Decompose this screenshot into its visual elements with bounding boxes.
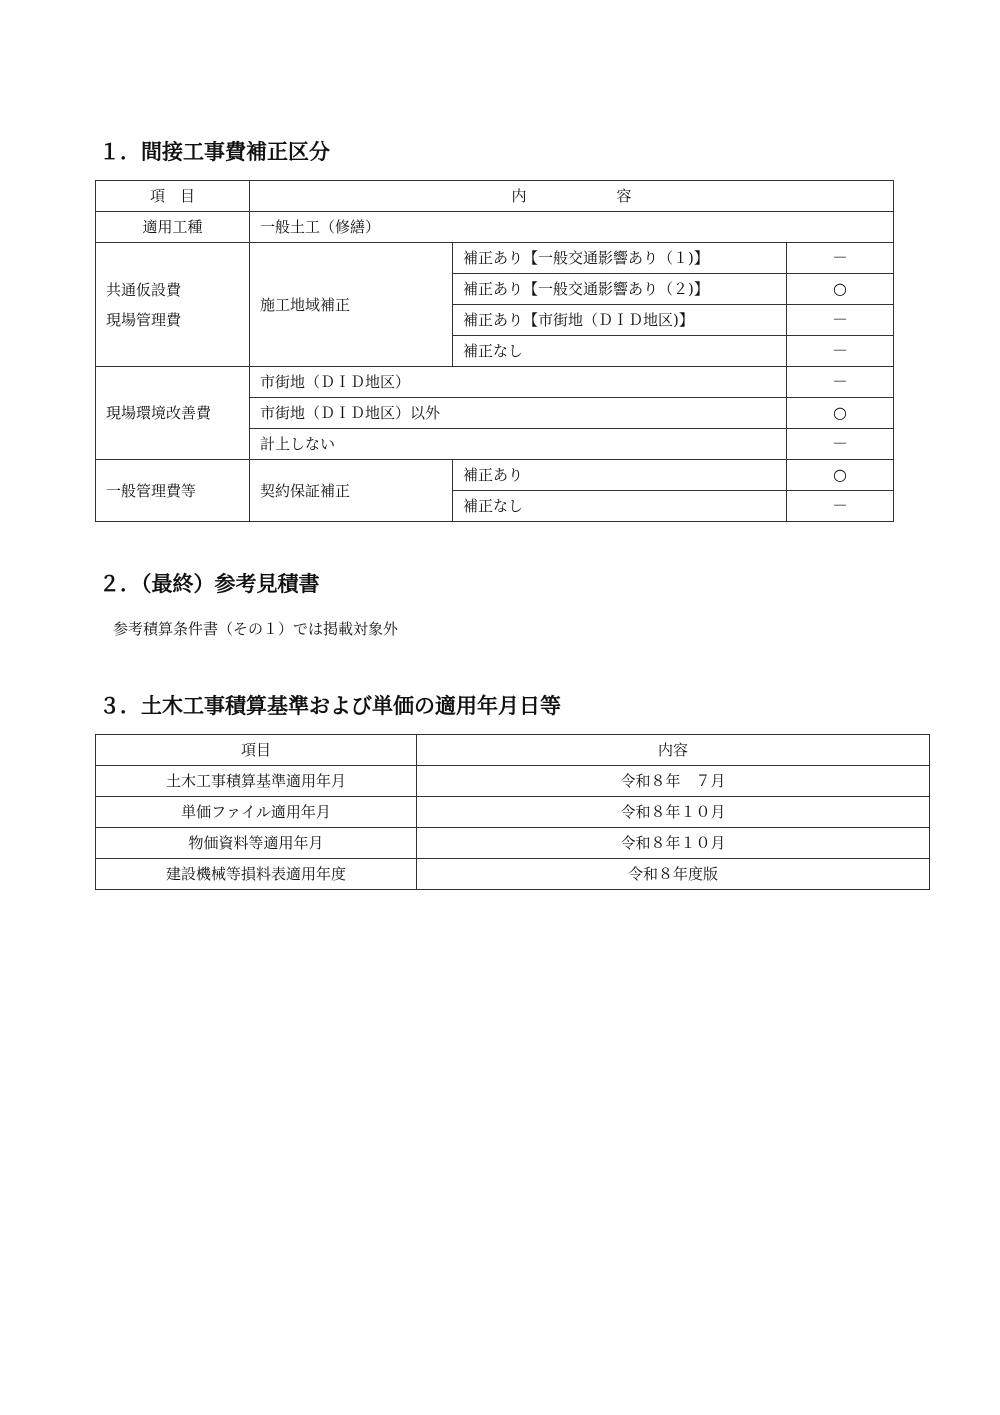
table-header-row xyxy=(96,735,930,766)
row-item: 建設機械等損料表適用年度 xyxy=(96,859,417,890)
section3-heading: ３．土木工事積算基準および単価の適用年月日等 xyxy=(99,694,561,718)
common-label-line1: 共通仮設費 xyxy=(106,280,182,299)
option-mark: － xyxy=(787,367,894,398)
table-row xyxy=(96,797,930,828)
table-row xyxy=(96,828,930,859)
option-mark: － xyxy=(787,243,894,274)
option-mark: ○ xyxy=(787,460,894,491)
option-text: 市街地（ＤＩＤ地区）以外 xyxy=(250,398,787,429)
header-content: 内容 xyxy=(417,735,930,766)
region-correction-label: 施工地域補正 xyxy=(250,243,453,367)
section1-heading: １．間接工事費補正区分 xyxy=(99,140,330,164)
row-item: 物価資料等適用年月 xyxy=(96,828,417,859)
row-content: 令和８年 ７月 xyxy=(417,766,930,797)
apply-value: 一般土工（修繕） xyxy=(250,212,894,243)
table-row xyxy=(96,243,894,274)
option-mark: － xyxy=(787,305,894,336)
row-item: 単価ファイル適用年月 xyxy=(96,797,417,828)
option-mark: － xyxy=(787,336,894,367)
header-item: 項目 xyxy=(96,735,417,766)
row-content: 令和８年度版 xyxy=(417,859,930,890)
apply-row xyxy=(96,212,894,243)
option-mark: ○ xyxy=(787,398,894,429)
option-text: 市街地（ＤＩＤ地区） xyxy=(250,367,787,398)
section2-note: 参考積算条件書（その１）では掲載対象外 xyxy=(113,620,399,638)
table-row xyxy=(96,859,930,890)
general-cost-label: 一般管理費等 xyxy=(96,460,250,522)
header-item: 項 目 xyxy=(96,181,250,212)
apply-label: 適用工種 xyxy=(96,212,250,243)
option-text: 補正あり【市街地（ＤＩＤ地区)】 xyxy=(453,305,787,336)
option-text: 補正なし xyxy=(453,491,787,522)
option-text: 補正あり xyxy=(453,460,787,491)
table-row xyxy=(96,367,894,398)
contract-guarantee-label: 契約保証補正 xyxy=(250,460,453,522)
row-content: 令和８年１０月 xyxy=(417,797,930,828)
option-text: 補正あり【一般交通影響あり（１)】 xyxy=(453,243,787,274)
option-text: 補正あり【一般交通影響あり（２)】 xyxy=(453,274,787,305)
section2-heading: ２．（最終）参考見積書 xyxy=(99,572,320,596)
row-item: 土木工事積算基準適用年月 xyxy=(96,766,417,797)
common-label-line2: 現場管理費 xyxy=(106,310,182,329)
common-cost-label xyxy=(96,243,250,367)
option-text: 補正なし xyxy=(453,336,787,367)
application-date-table xyxy=(95,734,930,890)
header-content: 内 容 xyxy=(250,181,894,212)
row-content: 令和８年１０月 xyxy=(417,828,930,859)
option-mark: － xyxy=(787,429,894,460)
table-row xyxy=(96,460,894,491)
option-mark: ○ xyxy=(787,274,894,305)
indirect-cost-table xyxy=(95,180,894,522)
table-header-row xyxy=(96,181,894,212)
table-row xyxy=(96,766,930,797)
option-mark: － xyxy=(787,491,894,522)
environment-label: 現場環境改善費 xyxy=(96,367,250,460)
option-text: 計上しない xyxy=(250,429,787,460)
